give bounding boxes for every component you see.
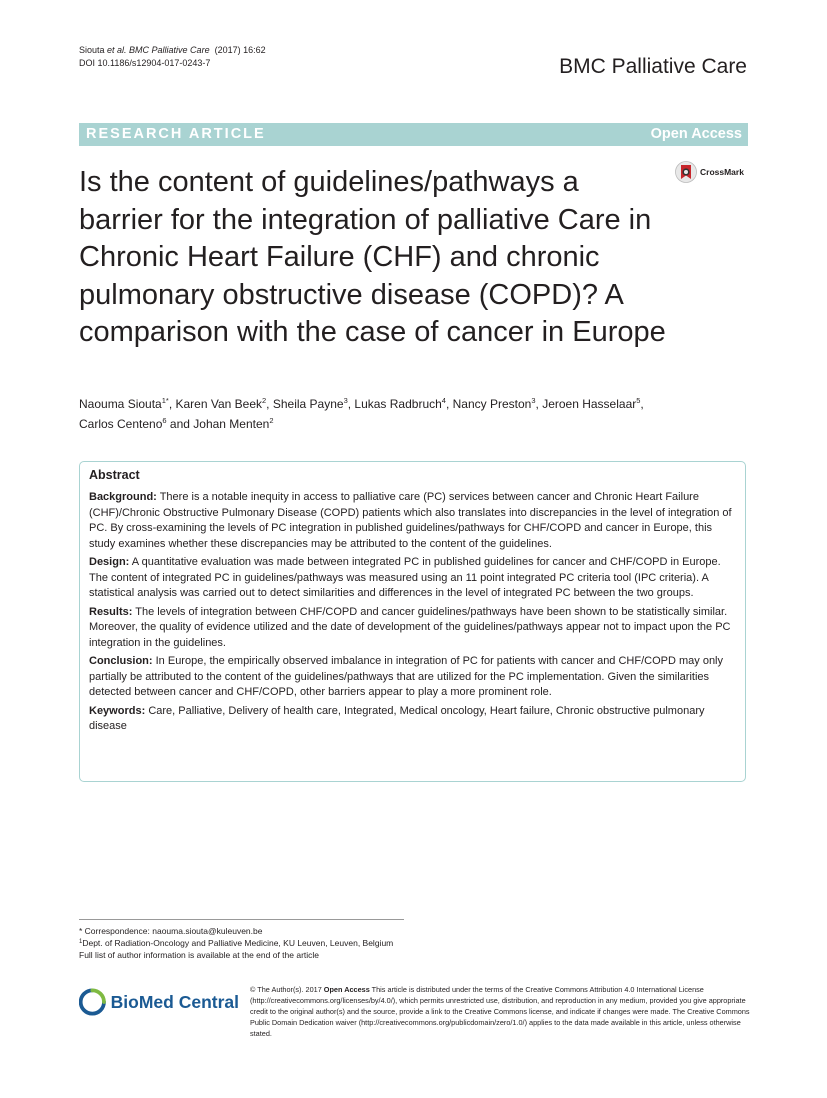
- citation-authors: Siouta: [79, 45, 108, 55]
- author-list: [79, 394, 749, 434]
- author-affiliation-mark: 5: [636, 396, 641, 405]
- keywords-text: Care, Palliative, Delivery of health care, Integrated, Medical oncology, Heart failure, Chronic obstructive pulmonary disease: [89, 704, 705, 732]
- author-separator: ,: [266, 397, 273, 411]
- author-name: Sheila Payne: [272, 397, 344, 411]
- doi[interactable]: DOI 10.1186/s12904-017-0243-7: [79, 58, 211, 68]
- results-text: The levels of integration between CHF/COPD and cancer guidelines/pathways have been shown to be statistically similar. Moreover, the quality of evidence utilized and the date of development of the guidelines/pathways appear not to impact upon the PC integration in the guidelines.: [89, 605, 731, 649]
- affiliation-number: 1: [79, 939, 83, 945]
- open-access-label: Open Access: [650, 126, 742, 142]
- conclusion-label: Conclusion:: [89, 655, 153, 667]
- conclusion-text: In Europe, the empirically observed imbalance in integration of PC for patients with cancer and CHF/COPD may only partially be attributed to the content of the guidelines/pathways that are utilized for the PC implementation. Given the similarities detected between cancer and CHF/COPD, other barriers appear to play a more prominent role.: [89, 655, 724, 698]
- abstract-background: [89, 490, 736, 552]
- author-separator: ,: [347, 397, 355, 411]
- author-separator: ,: [445, 397, 453, 411]
- author-name: Nancy Preston: [452, 397, 532, 411]
- background-text: There is a notable inequity in access to palliative care (PC) services between cancer and Chronic Heart Failure (CHF)/Chronic Obstructive Pulmonary Disease (COPD) patients which also translates into discrepancies in the level of integration of PC. By cross-examining the levels of PC integration in published guidelines/pathways for CHF/COPD and cancer in Europe, this study examines whether these discrepancies may be attributed to the content of the guidelines.: [89, 491, 732, 550]
- citation-volume: (2017) 16:62: [214, 45, 266, 55]
- author-separator: ,: [535, 397, 543, 411]
- license-text: This article is distributed under the terms of the Creative Commons Attribution 4.0 International License (http://creativecommons.org/licenses/by/4.0/), which permits unrestricted use, distribution, and reproduction in any medium, provided you give appropriate credit to the original author(s) and the source, provide a link to the Creative Commons license, and indicate if changes were made. The Creative Commons Public Domain Dedication waiver (http://creativecommons.org/publicdomain/zero/1.0/) applies to the data made available in this article, unless otherwise stated.: [250, 985, 750, 1038]
- author-separator: ,: [168, 397, 176, 411]
- biomed-central-text: BioMed Central: [110, 991, 239, 1012]
- abstract-conclusion: [89, 654, 736, 701]
- crossmark-label: CrossMark: [700, 167, 744, 177]
- author-affiliation-mark: 6: [162, 416, 167, 425]
- keywords-label: Keywords:: [89, 704, 146, 717]
- abstract-keywords: [89, 704, 736, 735]
- article-title: Is the content of guidelines/pathways a barrier for the integration of palliative Care in Chronic Heart Failure (CHF) and chronic pulmonary obstructive disease (COPD)? A comparison with the case of cancer in Europe: [79, 166, 666, 348]
- results-label: Results:: [89, 605, 133, 618]
- abstract-results: [89, 605, 736, 652]
- author-name: Karen Van Beek: [175, 397, 262, 411]
- background-label: Background:: [89, 491, 157, 503]
- author-affiliation-mark: 3: [343, 396, 348, 405]
- license-open-access: Open Access: [323, 985, 370, 994]
- crossmark-icon: [675, 160, 697, 184]
- abstract-design: [89, 555, 736, 602]
- correspondence[interactable]: * Correspondence: naouma.siouta@kuleuven.be: [79, 926, 263, 936]
- author-affiliation-mark: 4: [441, 396, 446, 405]
- author-name: Carlos Centeno: [79, 417, 163, 431]
- article-type-label: RESEARCH ARTICLE: [86, 126, 266, 142]
- citation: [79, 44, 266, 57]
- full-author-info-note: Full list of author information is available at the end of the article: [79, 950, 320, 960]
- affiliation: [79, 937, 409, 949]
- article-type-banner: [79, 123, 748, 146]
- citation-line: [79, 44, 266, 70]
- license-statement: [250, 984, 750, 1039]
- author-separator: and: [166, 417, 194, 431]
- author-affiliation-mark: 3: [531, 396, 536, 405]
- biomed-central-icon: [79, 986, 106, 1018]
- author-name: Naouma Siouta: [79, 397, 162, 411]
- citation-journal: et al. BMC Palliative Care: [107, 45, 210, 55]
- author-name: Lukas Radbruch: [354, 397, 442, 411]
- footnote-divider: [79, 919, 404, 920]
- journal-name: BMC Palliative Care: [559, 55, 747, 78]
- footnotes: [79, 925, 409, 961]
- abstract-heading: Abstract: [89, 468, 140, 482]
- author-affiliation-mark: 1*: [161, 396, 169, 405]
- author-name: Johan Menten: [193, 417, 270, 431]
- author-affiliation-mark: 2: [269, 416, 274, 425]
- author-separator: ,: [640, 397, 644, 411]
- crossmark-badge[interactable]: [675, 158, 755, 186]
- author-affiliation-mark: 2: [262, 396, 267, 405]
- design-label: Design:: [89, 556, 130, 568]
- copyright: © The Author(s). 2017: [250, 985, 322, 994]
- affiliation-text: Dept. of Radiation-Oncology and Palliative Medicine, KU Leuven, Leuven, Belgium: [82, 938, 394, 948]
- author-name: Jeroen Hasselaar: [542, 397, 637, 411]
- abstract-box: [79, 461, 746, 782]
- design-text: A quantitative evaluation was made between integrated PC in published guidelines for cancer and CHF/COPD in Europe. The content of integrated PC in guidelines/pathways was measured using an 11 point integrated PC criteria tool (IPC criteria). A statistical analysis was carried out to detect similarities and differences in the level of integrated PC between the two groups.: [89, 556, 721, 599]
- biomed-central-logo[interactable]: [79, 984, 239, 1020]
